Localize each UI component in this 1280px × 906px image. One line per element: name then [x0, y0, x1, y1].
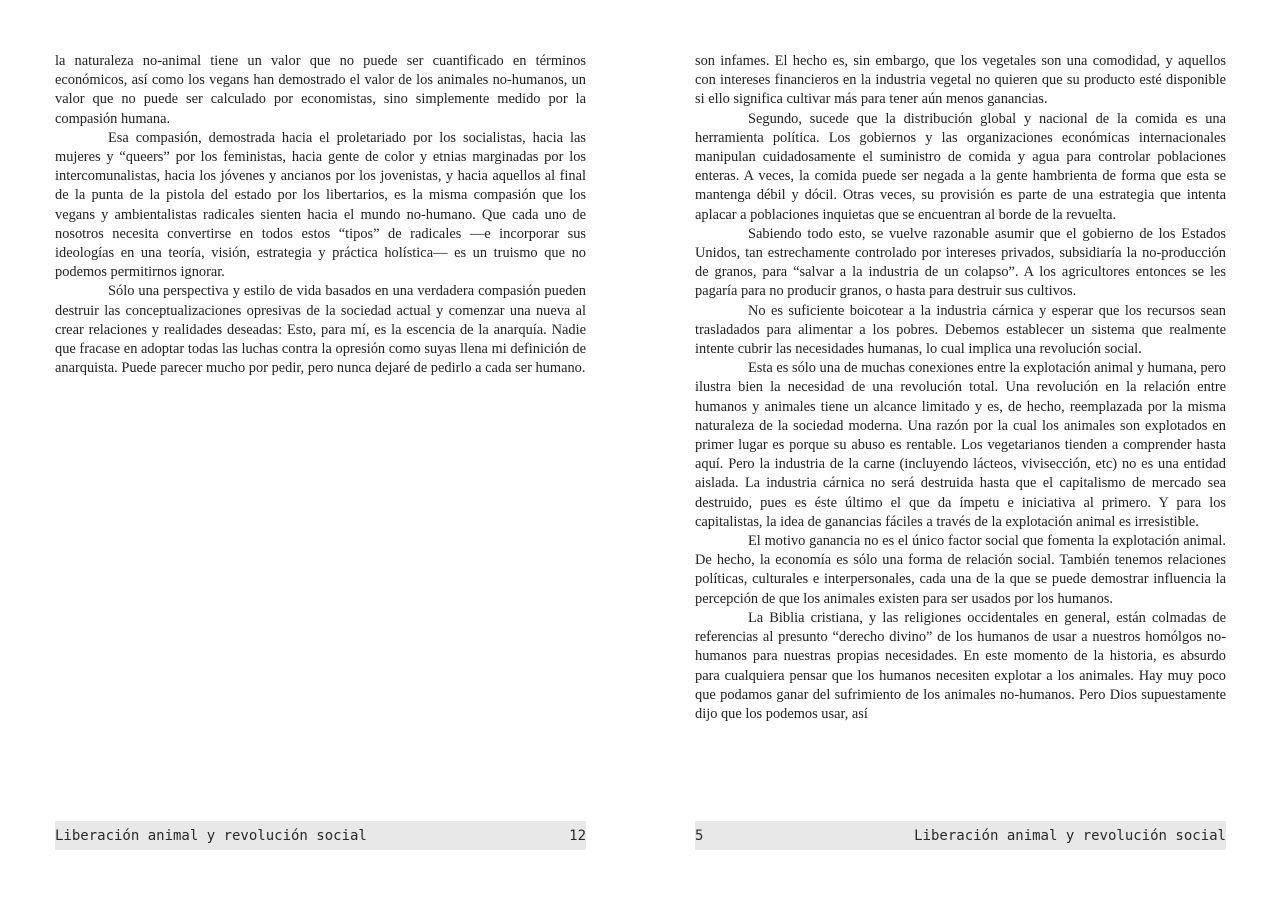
paragraph: Esta es sólo una de muchas conexiones entre la explotación animal y humana, pero ilustra bien la necesidad de una revolución total. Una revolución en la relación entre humanos y animales tiene un alcance limitado y es, de hecho, reemplazada por la misma naturaleza de la sociedad moderna. Una razón por la cual los animales son explotados en primer lugar es porque su abuso es rentable. Los vegetarianos tienden a comprender hasta aquí. Pero la industria de la carne (incluyendo lácteos, vivisección, etc) no es una entidad aislada. La industria cárnica no será destruida hasta que el capitalismo de mercado sea destruido, pues es éste último el que da ímpetu e iniciativa al primero. Y para los capitalistas, la idea de ganancias fáciles a través de la explotación animal es irresistible.	[695, 360, 1226, 530]
paragraph: La Biblia cristiana, y las religiones occidentales en general, están colmadas de referencias al presunto “derecho divino” de los humanos de usar a nuestros homólgos no-humanos para nuestras propias necesidades. En este momento de la historia, es absurdo para cualquiera pensar que los humanos necesiten explotar a los animales. Hay muy poco que podamos ganar del sufrimiento de los animales no-humanos. Pero Dios supuestamente dijo que los podemos usar, así	[695, 609, 1226, 722]
left-page-footer	[55, 821, 586, 850]
footer-title: Liberación animal y revolución social	[914, 827, 1226, 844]
paragraph: El motivo ganancia no es el único factor social que fomenta la explotación animal. De hecho, la economía es sólo una forma de relación social. También tenemos relaciones políticas, culturales e interpersonales, cada una de la que se puede demostrar influencia la percepción de que los animales existen para ser usados por los humanos.	[695, 533, 1226, 607]
page-number: 12	[569, 827, 586, 844]
paragraph: Sabiendo todo esto, se vuelve razonable asumir que el gobierno de los Estados Unidos, tan estrechamente controlado por intereses privados, subsidiaría la no-producción de granos, para “salvar a la industria de un colapso”. A los agricultores entonces se les pagaría para no producir granos, o hasta para destruir sus cultivos.	[695, 225, 1226, 300]
paragraph: son infames. El hecho es, sin embargo, que los vegetales son una comodidad, y aquellos con intereses financieros en la industria vegetal no quieren que su producto esté disponible si ello significa cultivar más para tener aún menos ganancias.	[695, 53, 1226, 108]
paragraph: Esa compasión, demostrada hacia el proletariado por los socialistas, hacia las mujeres y “queers” por los feministas, hacia gente de color y etnias marginadas por los intercomunalistas, hacia los jóvenes y ancianos por los jovenistas, y hacia aquellos al final de la punta de la pistola del estado por los libertarios, es la misma compasión que los vegans y ambientalistas radicales sienten hacia el mundo no-humano. Que cada uno de nosotros necesita convertirse en todos estos “tipos” de radicales —e incorporar sus ideologías en una teoría, visión, estrategia y práctica holística— es un truismo que no podemos permitirnos ignorar.	[55, 129, 586, 281]
page-number: 5	[695, 827, 704, 844]
left-page-text	[55, 52, 586, 378]
right-page-footer	[695, 821, 1226, 850]
right-page-text	[695, 52, 1226, 724]
footer-title: Liberación animal y revolución social	[55, 827, 367, 844]
paragraph: No es suficiente boicotear a la industria cárnica y esperar que los recursos sean trasladados para alimentar a los pobres. Debemos establecer un sistema que realmente intente cubrir las necesidades humanas, lo cual implica una revolución social.	[695, 302, 1226, 358]
paragraph: la naturaleza no-animal tiene un valor que no puede ser cuantificado en términos económicos, así como los vegans han demostrado el valor de los animales no-humanos, un valor que no puede ser calculado por economistas, sino simplemente medido por la compasión humana.	[55, 53, 586, 127]
paragraph: Sólo una perspectiva y estilo de vida basados en una verdadera compasión pueden destruir las conceptualizaciones opresivas de la sociedad actual y comenzar una nueva al crear relaciones y realidades deseadas: Esto, para mí, es la escencia de la anarquía. Nadie que fracase en adoptar todas las luchas contra la opresión como suyas llena mi definición de anarquista. Puede parecer mucho por pedir, pero nunca dejaré de pedirlo a cada ser humano.	[55, 283, 586, 377]
paragraph: Segundo, sucede que la distribución global y nacional de la comida es una herramienta política. Los gobiernos y las organizaciones económicas internacionales manipulan cuidadosamente el suministro de comida y agua para controlar poblaciones enteras. A veces, la comida puede ser negada a la gente hambrienta de forma que esta se mantenga débil y dócil. Otras veces, su provisión es parte de una estrategia que intenta aplacar a poblaciones inquietas que se encuentran al borde de la revuelta.	[695, 110, 1226, 223]
